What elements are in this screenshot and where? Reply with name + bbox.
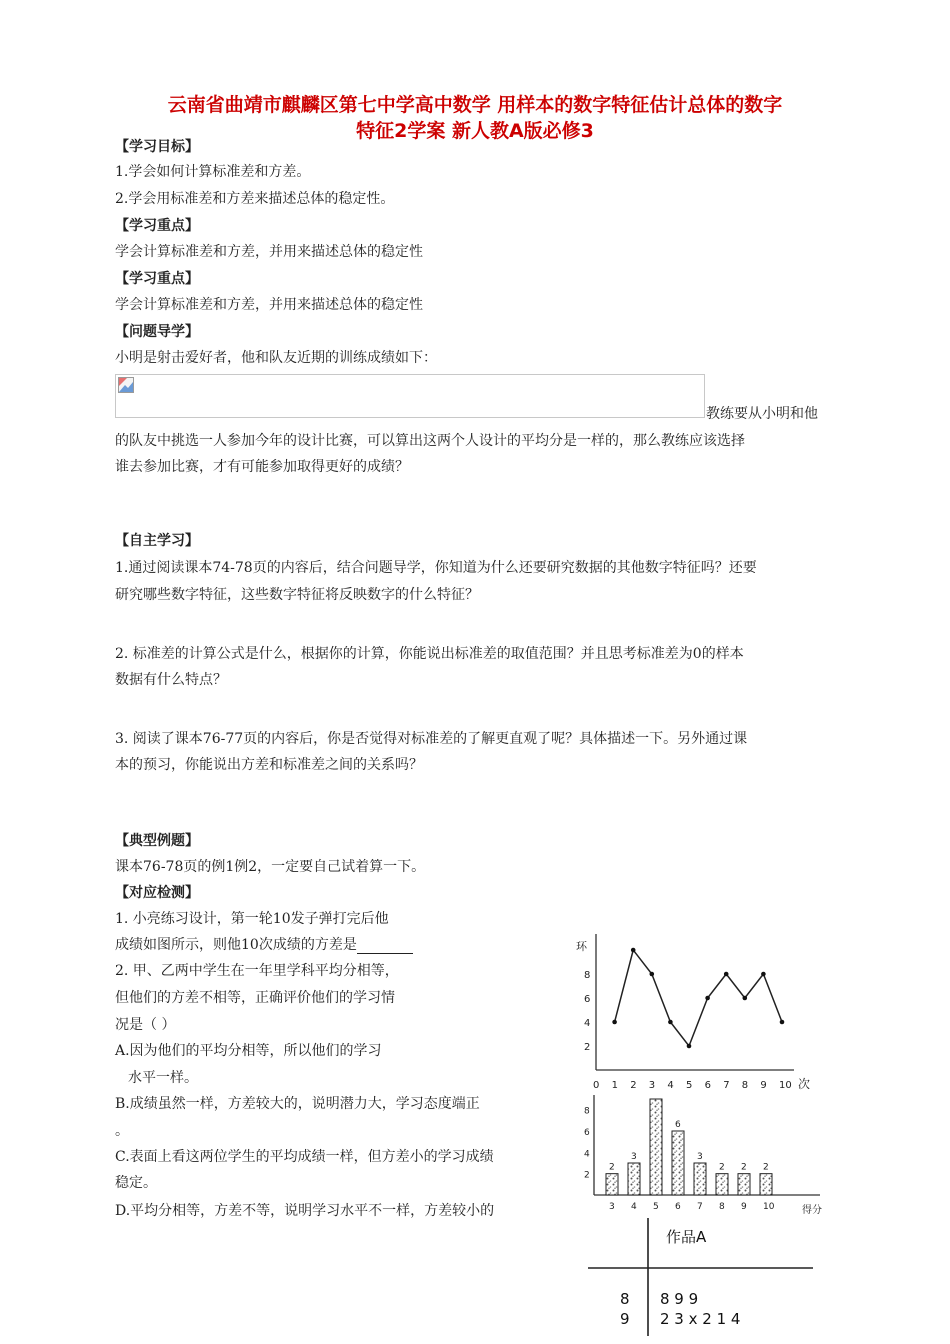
bar xyxy=(738,1174,750,1195)
examples-heading: 【典型例题】 xyxy=(115,833,199,849)
line-x-tick: 8 xyxy=(741,1080,749,1091)
bar-category-label: 3 xyxy=(609,1202,615,1212)
stem-row-1-stem: 8 xyxy=(620,1290,630,1308)
bar-data-label: 3 xyxy=(697,1152,703,1162)
line-point xyxy=(612,1020,617,1025)
line-point xyxy=(687,1044,692,1049)
self-study-q1-line2: 研究哪些数字特征，这些数字特征将反映数字的什么特征？ xyxy=(115,587,479,603)
bar-data-label: 2 xyxy=(719,1162,725,1173)
focus-text-1: 学会计算标准差和方差，并用来描述总体的稳定性 xyxy=(115,244,423,260)
page-title-line2: 特征2学案 新人教A版必修3 xyxy=(356,120,594,142)
bar-y-tick: 2 xyxy=(584,1170,590,1181)
line-x-tick: 4 xyxy=(667,1080,674,1091)
stem-row-2-leaves: 2 3 x 2 1 4 xyxy=(660,1310,741,1328)
line-y-tick: 6 xyxy=(584,994,591,1005)
check-p2-line3: 况是（ ） xyxy=(115,1017,176,1033)
line-x-tick: 1 xyxy=(611,1080,618,1091)
stem-table-title: 作品A xyxy=(666,1228,707,1246)
line-x-tick: 0 xyxy=(593,1080,600,1091)
check-heading: 【对应检测】 xyxy=(115,885,199,901)
line-x-tick: 7 xyxy=(723,1080,730,1091)
self-study-q2-line1: 2. 标准差的计算公式是什么，根据你的计算，你能说出标准差的取值范围？并且思考标准差为0的样本 xyxy=(115,646,744,662)
bar-data-label: 6 xyxy=(675,1120,681,1130)
line-point xyxy=(743,996,748,1001)
bar xyxy=(606,1174,618,1195)
line-x-tick: 3 xyxy=(648,1080,656,1091)
bar-data-label: 2 xyxy=(741,1162,747,1173)
line-point xyxy=(650,972,655,977)
bar-x-label: 得分 xyxy=(802,1205,822,1215)
stem-row-1-leaves: 8 9 9 xyxy=(660,1290,699,1308)
bar xyxy=(628,1163,640,1195)
bar xyxy=(694,1163,706,1195)
line-x-tick: 2 xyxy=(630,1080,637,1091)
self-study-q3-line1: 3. 阅读了课本76-77页的内容后，你是否觉得对标准差的了解更直观了呢？具体描述一下。另外通过课 xyxy=(115,731,748,747)
bar-category-label: 9 xyxy=(741,1202,747,1212)
self-study-q3-line2: 本的预习，你能说出方差和标准差之间的关系吗？ xyxy=(115,757,423,773)
bar xyxy=(672,1131,684,1195)
self-study-q2-line2: 数据有什么特点？ xyxy=(115,672,227,688)
bar-chart xyxy=(570,1093,840,1215)
line-x-label: 次 xyxy=(798,1077,811,1091)
bar xyxy=(760,1174,772,1195)
line-y-tick: 2 xyxy=(584,1042,591,1053)
bar-y-tick: 8 xyxy=(584,1106,590,1117)
guide-heading: 【问题导学】 xyxy=(115,324,199,340)
self-study-q1-line1: 1.通过阅读课本74-78页的内容后，结合问题导学，你知道为什么还要研究数据的其他数字特征吗？还要 xyxy=(115,560,757,576)
line-y-tick: 4 xyxy=(584,1018,591,1029)
option-b-line2: 。 xyxy=(115,1123,129,1139)
line-point xyxy=(631,948,636,953)
line-point xyxy=(668,1020,673,1025)
line-chart xyxy=(570,920,820,1095)
option-c-line1: C.表面上看这两位学生的平均成绩一样，但方差小的学习成绩 xyxy=(115,1149,494,1165)
option-b-line1: B.成绩虽然一样，方差较大的，说明潜力大，学习态度端正 xyxy=(115,1096,480,1112)
check-p1-line2 xyxy=(115,934,413,954)
goal-item-1: 1.学会如何计算标准差和方差。 xyxy=(115,164,311,180)
guide-line-3: 谁去参加比赛，才有可能参加取得更好的成绩？ xyxy=(115,459,409,475)
line-x-tick: 9 xyxy=(760,1080,767,1091)
bar-category-label: 6 xyxy=(675,1202,681,1212)
focus-heading-1: 【学习重点】 xyxy=(115,218,199,234)
bar-category-label: 4 xyxy=(631,1202,637,1212)
bar-y-tick: 4 xyxy=(584,1149,590,1160)
option-d-line1: D.平均分相等，方差不等，说明学习水平不一样，方差较小的 xyxy=(115,1203,495,1219)
focus-text-2: 学会计算标准差和方差，并用来描述总体的稳定性 xyxy=(115,297,423,313)
bar xyxy=(650,1099,662,1195)
line-point xyxy=(705,996,710,1001)
page-title-line1: 云南省曲靖市麒麟区第七中学高中数学 用样本的数字特征估计总体的数字 xyxy=(167,94,783,116)
bar-category-label: 5 xyxy=(653,1202,659,1212)
goal-heading: 【学习目标】 xyxy=(115,139,199,155)
broken-image-icon xyxy=(118,377,134,393)
line-x-tick: 5 xyxy=(686,1080,693,1091)
bar xyxy=(716,1174,728,1195)
bar-data-label: 2 xyxy=(763,1162,769,1173)
option-a-line1: A.因为他们的平均分相等，所以他们的学习 xyxy=(115,1043,382,1059)
bar-data-label: 3 xyxy=(631,1152,637,1162)
stem-row-2-stem: 9 xyxy=(620,1310,630,1328)
goal-item-2: 2.学会用标准差和方差来描述总体的稳定性。 xyxy=(115,191,395,207)
score-image-placeholder xyxy=(115,374,705,418)
answer-blank[interactable] xyxy=(357,939,413,954)
line-point xyxy=(780,1020,785,1025)
examples-text: 课本76-78页的例1例2，一定要自己试着算一下。 xyxy=(115,859,426,875)
line-y-tick: 8 xyxy=(584,970,591,981)
check-p1-line1: 1. 小亮练习设计，第一轮10发子弹打完后他 xyxy=(115,911,389,927)
line-x-tick: 10 xyxy=(779,1080,792,1091)
guide-line-2: 的队友中挑选一人参加今年的设计比赛，可以算出这两个人设计的平均分是一样的，那么教练应该选择 xyxy=(115,433,745,449)
line-x-tick: 6 xyxy=(704,1080,711,1091)
guide-after-image: 教练要从小明和他 xyxy=(706,406,818,422)
bar-y-tick: 6 xyxy=(584,1128,590,1138)
check-p2-line1: 2. 甲、乙两中学生在一年里学科平均分相等， xyxy=(115,963,399,979)
line-point xyxy=(761,972,766,977)
line-y-label: 环 xyxy=(576,940,587,953)
stem-leaf-table xyxy=(588,1218,813,1336)
check-p2-line2: 但他们的方差不相等，正确评价他们的学习情 xyxy=(115,990,395,1006)
self-study-heading: 【自主学习】 xyxy=(115,533,199,549)
bar-category-label: 7 xyxy=(697,1202,703,1212)
option-c-line2: 稳定。 xyxy=(115,1175,157,1191)
bar-data-label: 2 xyxy=(609,1162,615,1173)
check-p1-line2-text: 成绩如图所示，则他10次成绩的方差是 xyxy=(115,937,357,953)
line-series xyxy=(615,950,782,1046)
line-point xyxy=(724,972,729,977)
bar-category-label: 10 xyxy=(763,1202,775,1212)
guide-intro: 小明是射击爱好者，他和队友近期的训练成绩如下： xyxy=(115,350,437,366)
option-a-line2: 水平一样。 xyxy=(128,1070,198,1086)
bar-category-label: 8 xyxy=(719,1202,725,1212)
focus-heading-2: 【学习重点】 xyxy=(115,271,199,287)
